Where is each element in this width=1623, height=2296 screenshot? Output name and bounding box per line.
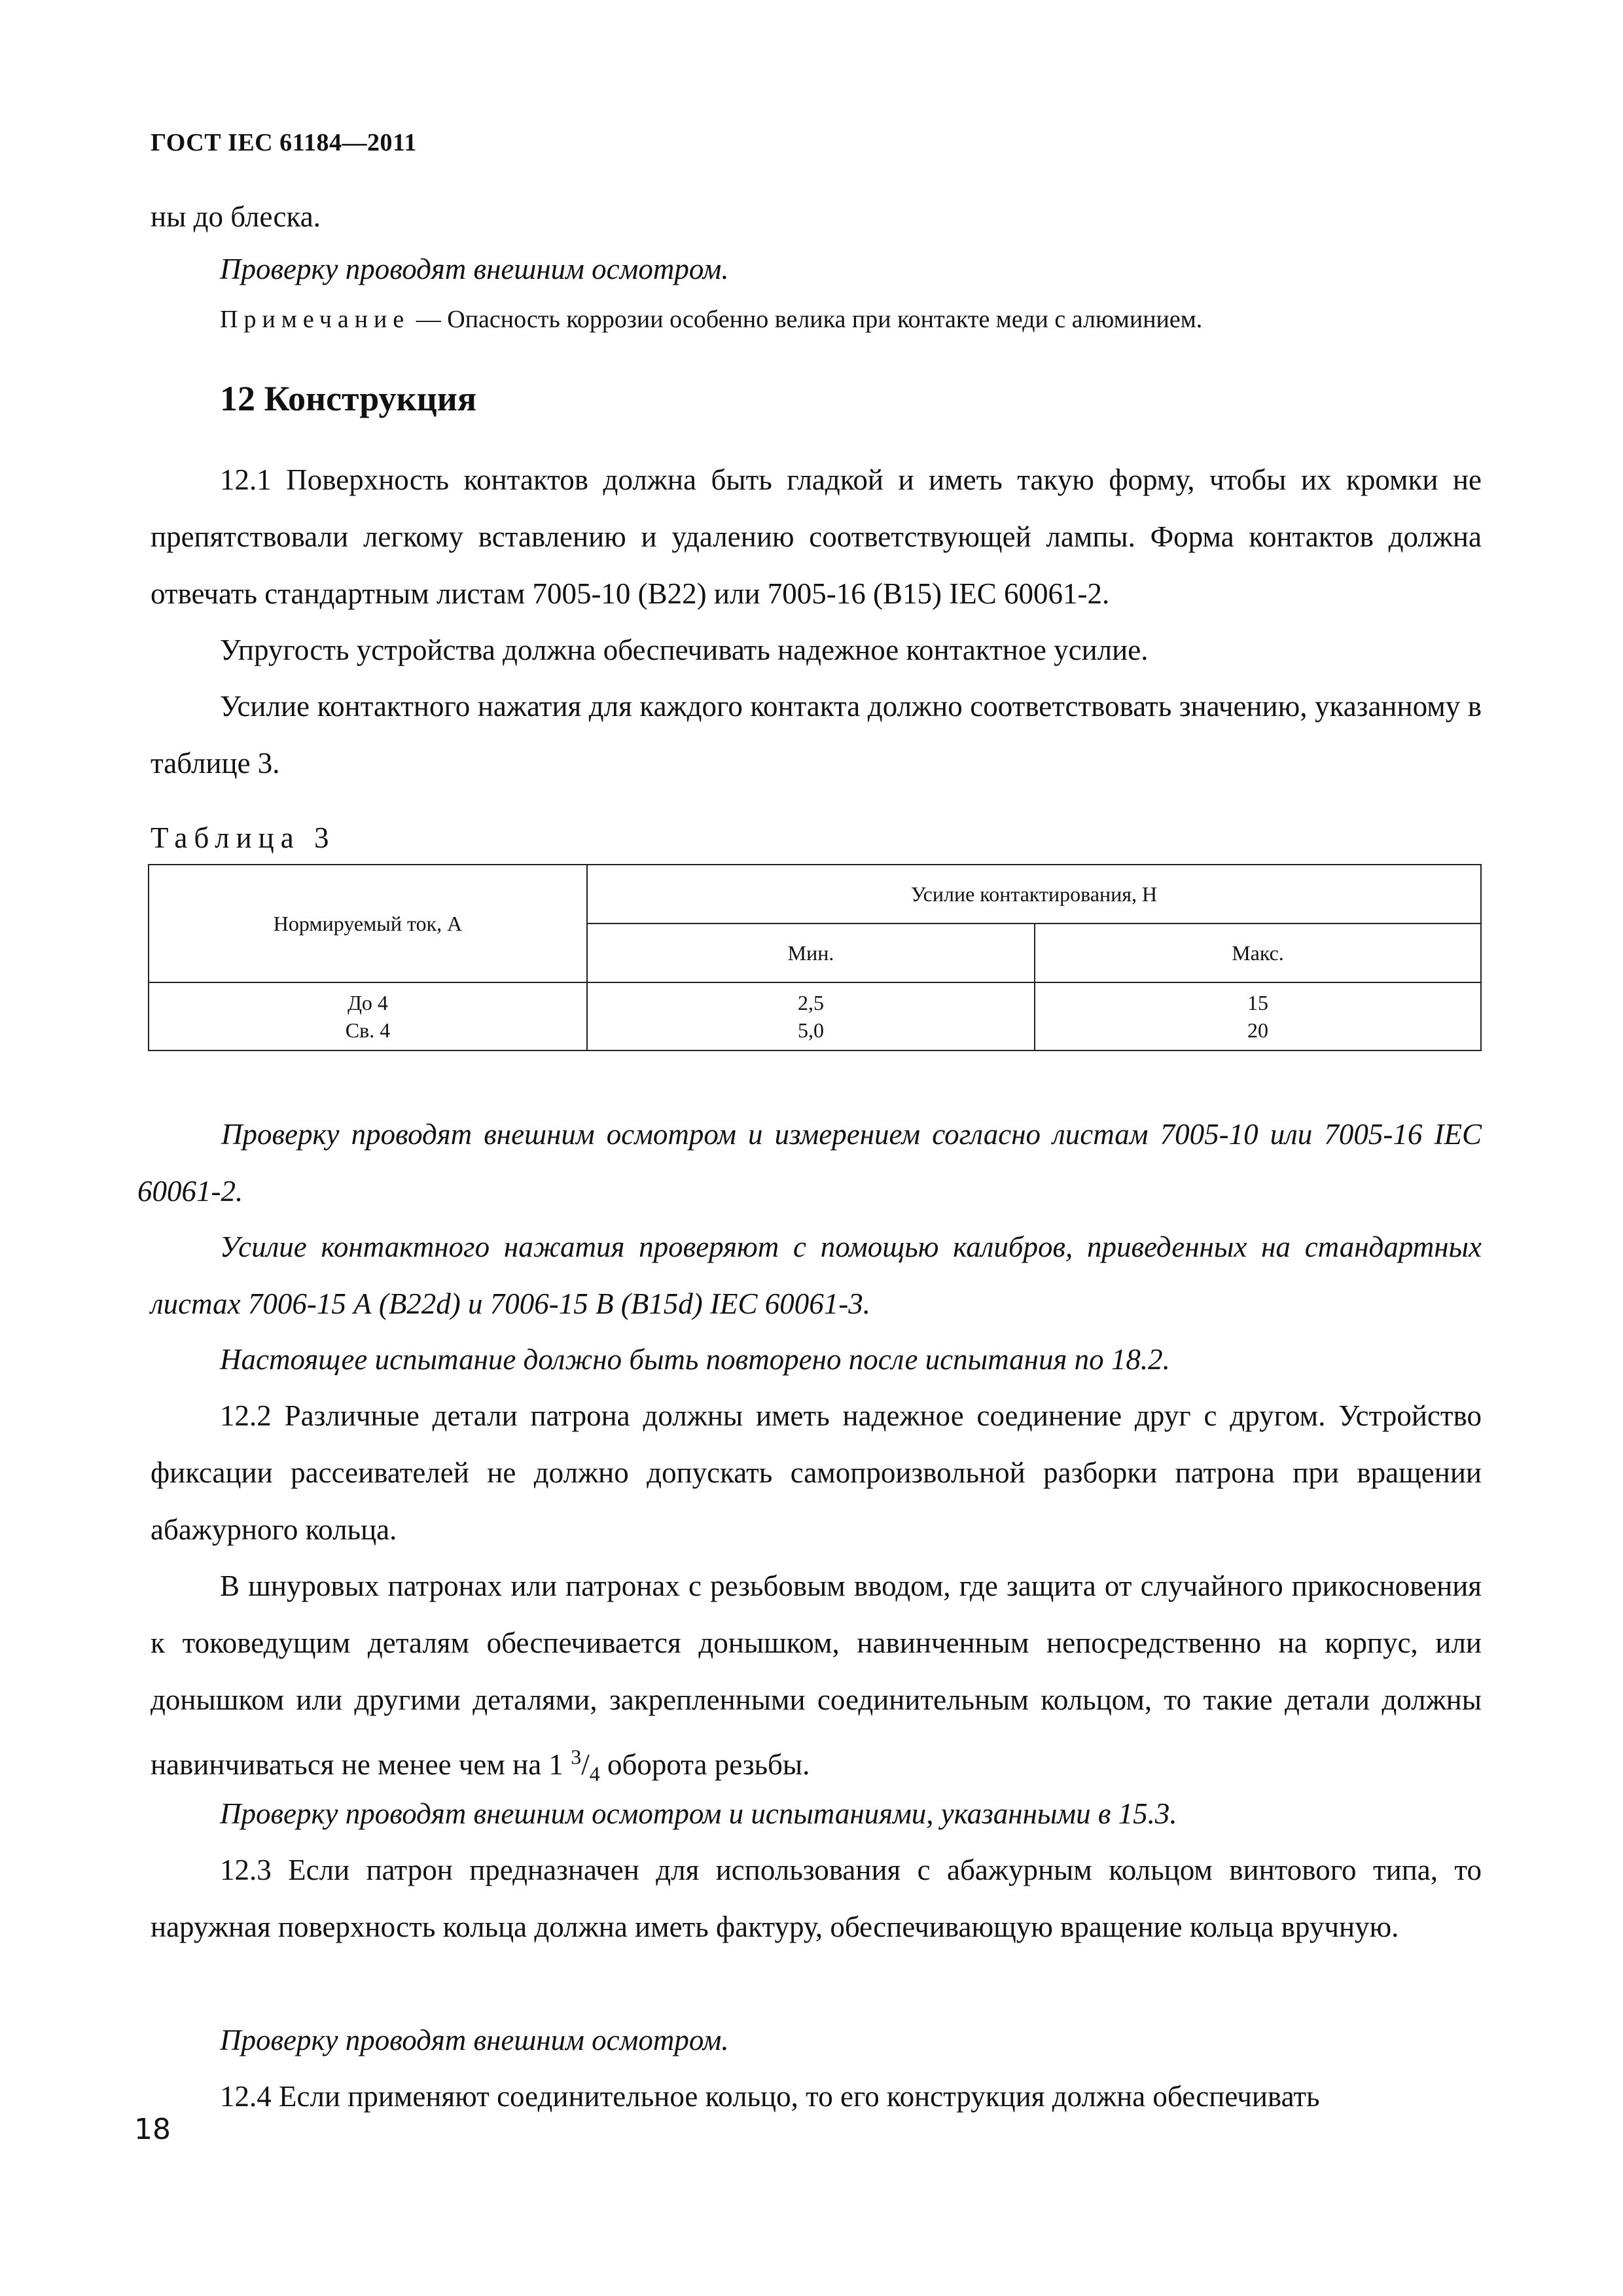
cell-min-row-2: 5,0 [798, 1018, 824, 1042]
header-min: Мин. [587, 924, 1035, 982]
table-3 [148, 864, 1482, 1051]
header-max: Макс. [1035, 924, 1481, 982]
cell-max-row-2: 20 [1247, 1018, 1268, 1042]
cord-text: В шнуровых патронах или патронах с резьбовым вводом, где защита от случайного прикосновения к токоведущим деталям обеспечивается донышком, навинченным непосредственно на корпус, или донышком или другими деталями, закрепленными соединительным кольцом, то такие детали должны навинчиваться не менее чем на 1 [151, 1570, 1482, 1781]
header-rated-current: Нормируемый ток, А [149, 865, 587, 982]
check-visual-text-2: Проверку проводят внешним осмотром. [220, 2024, 729, 2056]
cord-tail: оборота резьбы. [599, 1748, 810, 1781]
note-label: Примечание [220, 306, 410, 333]
page-number: 18 [134, 2113, 171, 2146]
note-text: — Опасность коррозии особенно велика при контакте меди с алюминием. [410, 306, 1203, 333]
cell-current-row-1: До 4 [348, 991, 388, 1014]
table-cell-min [587, 982, 1035, 1050]
table-caption: Таблица 3 [151, 821, 336, 854]
check-measurement-text: Проверку проводят внешним осмотром и измерением согласно листам 7005-10 или 7005-16 IEC 60061-2. [137, 1118, 1482, 1208]
paragraph-contact-force: Усилие контактного нажатия для каждого контакта должно соответствовать значению, указанному в таблице 3. [151, 690, 1482, 780]
check-visual-tests-text: Проверку проводят внешним осмотром и испытаниями, указанными в 15.3. [220, 1797, 1177, 1830]
check-gauges-text: Усилие контактного нажатия проверяют с помощью калибров, приведенных на стандартных листах 7006-15 А (B22d) и 7006-15 В (B15d) IEC 60061-3. [151, 1230, 1482, 1320]
fraction-denominator: 4 [589, 1762, 600, 1785]
paragraph-12-4: 12.4 Если применяют соединительное кольцо, то его конструкция должна обеспечивать [220, 2080, 1320, 2113]
section-title: 12 Конструкция [220, 379, 477, 418]
paragraph-elasticity: Упругость устройства должна обеспечивать надежное контактное усилие. [220, 634, 1149, 666]
paragraph-12-1: 12.1 Поверхность контактов должна быть гладкой и иметь такую форму, чтобы их кромки не препятствовали легкому вставлению и удалению соответствующей лампы. Форма контактов должна отвечать стандартным листам 7005-10 (B22) или 7005-16 (B15) IEC 60061-2. [151, 463, 1482, 610]
paragraph-12-2: 12.2 Различные детали патрона должны иметь надежное соединение друг с другом. Устройство фиксации рассеивателей не должно допускать самопроизвольной разборки патрона при вращении абажурного кольца. [151, 1399, 1482, 1546]
table-cell-current [149, 982, 587, 1050]
paragraph-cord-holders: В шнуровых патронах или патронах с резьбовым вводом, где защита от случайного прикосновения к токоведущим деталям обеспечивается донышком, навинченным непосредственно на корпус, или донышком или другими деталями, закрепленными соединительным кольцом, то такие детали должны навинчиваться не менее чем на 1 $^3/_4$ оборота резьбы. [151, 1570, 1482, 1785]
note [220, 305, 1202, 334]
check-visual-text: Проверку проводят внешним осмотром. [220, 253, 729, 285]
fraction-numerator: 3 [571, 1745, 582, 1768]
paragraph-12-3: 12.3 Если патрон предназначен для использования с абажурным кольцом винтового типа, то наружная поверхность кольца должна иметь фактуру, обеспечивающую вращение кольца вручную. [151, 1854, 1482, 1943]
header-contact-force: Усилие контактирования, Н [587, 865, 1481, 924]
cell-current-row-2: Св. 4 [345, 1018, 391, 1042]
cell-min-row-1: 2,5 [798, 991, 824, 1014]
table-cell-max [1035, 982, 1481, 1050]
standard-header: ГОСТ IEC 61184—2011 [151, 129, 417, 156]
check-repeat-text: Настоящее испытание должно быть повторено после испытания по 18.2. [220, 1343, 1170, 1376]
paragraph-continuation: ны до блеска. [151, 200, 321, 233]
cell-max-row-1: 15 [1247, 991, 1268, 1014]
